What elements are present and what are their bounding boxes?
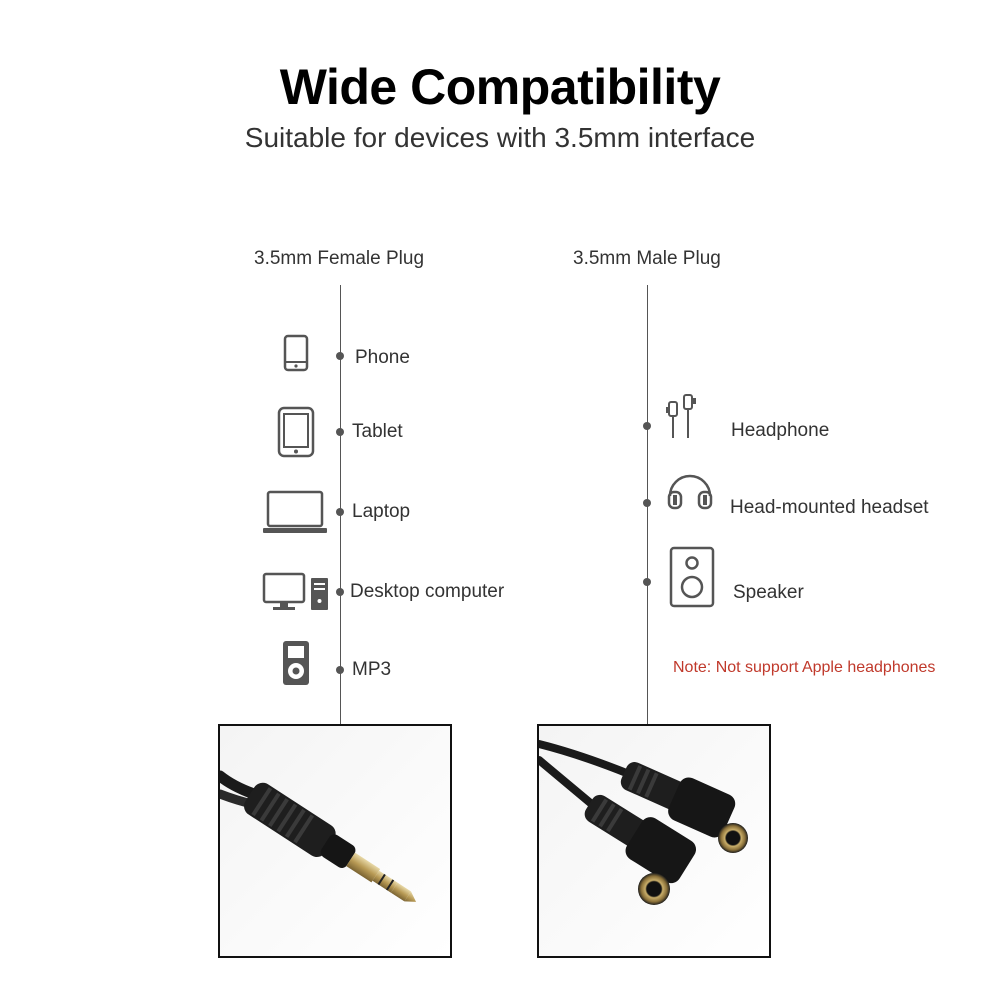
list-bullet [336,508,344,516]
mp3-player-icon [282,640,310,686]
page-title: Wide Compatibility [279,59,721,115]
tablet-icon [277,406,315,458]
list-bullet [336,666,344,674]
list-item-head-mounted-headset: Head-mounted headset [730,497,929,518]
list-item-desktop-computer: Desktop computer [350,581,505,602]
list-item-speaker: Speaker [733,582,804,603]
list-item-tablet: Tablet [352,421,403,442]
left-column-line [340,285,341,725]
compatibility-note: Note: Not support Apple headphones [673,659,936,676]
right-column-heading: 3.5mm Male Plug [573,248,721,269]
list-bullet [336,588,344,596]
list-bullet [643,578,651,586]
list-item-mp3: MP3 [352,659,392,680]
list-bullet [643,422,651,430]
earphones-icon [664,392,704,440]
list-item-headphone: Headphone [731,420,830,441]
list-bullet [643,499,651,507]
list-bullet [336,352,344,360]
list-item-laptop: Laptop [352,501,411,522]
desktop-computer-icon [262,572,330,612]
laptop-icon [262,490,328,536]
speaker-icon [669,546,715,608]
left-column-heading: 3.5mm Female Plug [254,248,425,269]
list-item-phone: Phone [355,347,410,368]
male-plug-photo [218,724,452,958]
phone-icon [283,334,309,372]
female-splitter-photo [537,724,771,958]
list-bullet [336,428,344,436]
headset-icon [665,466,715,510]
page-subtitle: Suitable for devices with 3.5mm interface [244,122,756,153]
